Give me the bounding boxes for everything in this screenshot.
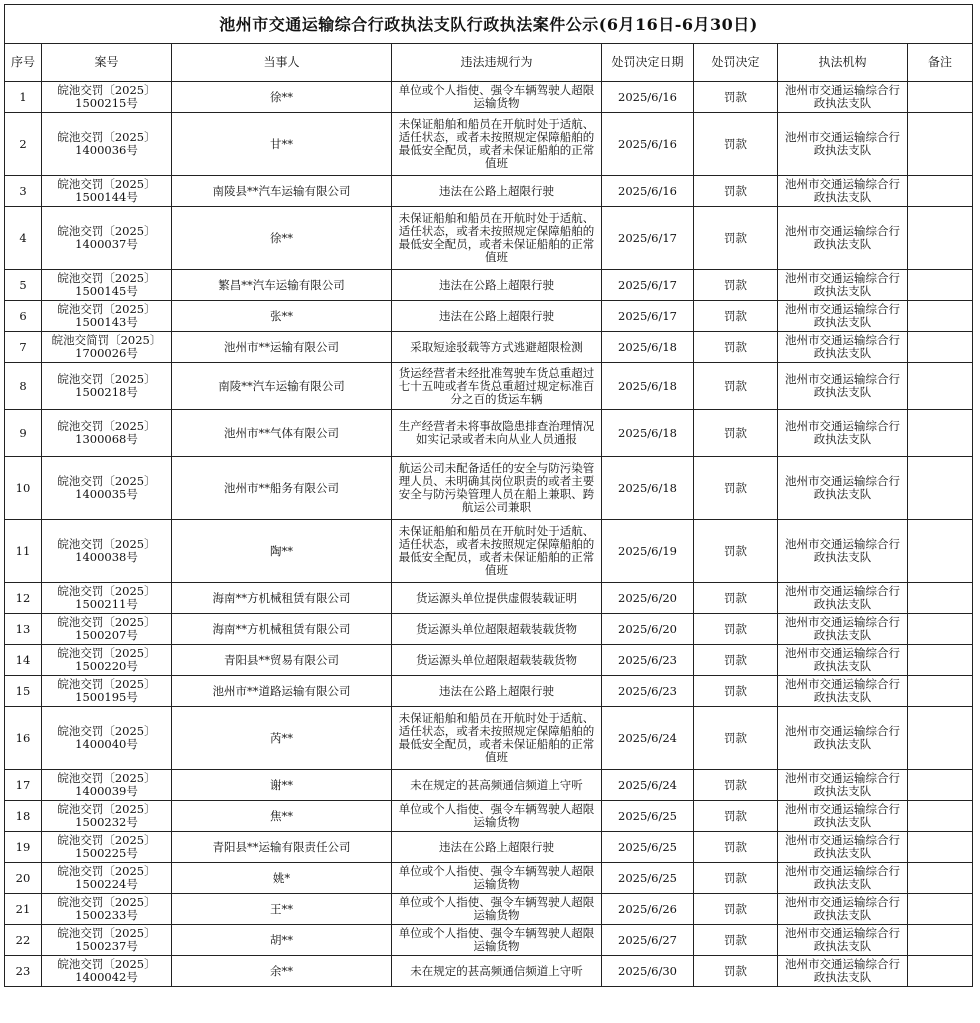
violation-text: 未保证船舶和船员在开航时处于适航、适任状态，或者未按照规定保障船舶的最低安全配员，或者未保证船舶的正常值班	[392, 207, 602, 270]
case-number: 皖池交罚〔2025〕1500237号	[42, 925, 172, 956]
row-number: 6	[5, 301, 42, 332]
note-text	[908, 614, 973, 645]
note-text	[908, 332, 973, 363]
agency-name: 池州市交通运输综合行政执法支队	[778, 925, 908, 956]
case-number: 皖池交罚〔2025〕1500220号	[42, 645, 172, 676]
table-row	[5, 801, 973, 832]
violation-text: 单位或个人指使、强令车辆驾驶人超限运输货物	[392, 801, 602, 832]
table-row	[5, 863, 973, 894]
decision-date: 2025/6/18	[602, 410, 694, 457]
note-text	[908, 956, 973, 987]
agency-name: 池州市交通运输综合行政执法支队	[778, 770, 908, 801]
agency-name: 池州市交通运输综合行政执法支队	[778, 176, 908, 207]
note-text	[908, 457, 973, 520]
party-name: 繁昌**汽车运输有限公司	[172, 270, 392, 301]
row-number: 8	[5, 363, 42, 410]
decision-text: 罚款	[694, 176, 778, 207]
case-number: 皖池交罚〔2025〕1500195号	[42, 676, 172, 707]
note-text	[908, 832, 973, 863]
decision-text: 罚款	[694, 113, 778, 176]
case-number: 皖池交简罚〔2025〕1700026号	[42, 332, 172, 363]
decision-text: 罚款	[694, 863, 778, 894]
party-name: 徐**	[172, 207, 392, 270]
table-row	[5, 82, 973, 113]
violation-text: 违法在公路上超限行驶	[392, 301, 602, 332]
header-decision: 处罚决定	[694, 44, 778, 82]
case-number: 皖池交罚〔2025〕1500211号	[42, 583, 172, 614]
decision-date: 2025/6/24	[602, 707, 694, 770]
agency-name: 池州市交通运输综合行政执法支队	[778, 270, 908, 301]
row-number: 12	[5, 583, 42, 614]
decision-text: 罚款	[694, 583, 778, 614]
header-agency: 执法机构	[778, 44, 908, 82]
row-number: 3	[5, 176, 42, 207]
table-row	[5, 614, 973, 645]
decision-text: 罚款	[694, 363, 778, 410]
note-text	[908, 894, 973, 925]
violation-text: 单位或个人指使、强令车辆驾驶人超限运输货物	[392, 894, 602, 925]
row-number: 2	[5, 113, 42, 176]
decision-text: 罚款	[694, 770, 778, 801]
note-text	[908, 801, 973, 832]
note-text	[908, 301, 973, 332]
case-number: 皖池交罚〔2025〕1500215号	[42, 82, 172, 113]
agency-name: 池州市交通运输综合行政执法支队	[778, 410, 908, 457]
case-number: 皖池交罚〔2025〕1500218号	[42, 363, 172, 410]
decision-date: 2025/6/16	[602, 113, 694, 176]
agency-name: 池州市交通运输综合行政执法支队	[778, 583, 908, 614]
header-no: 序号	[5, 44, 42, 82]
decision-text: 罚款	[694, 410, 778, 457]
row-number: 15	[5, 676, 42, 707]
row-number: 19	[5, 832, 42, 863]
party-name: 王**	[172, 894, 392, 925]
violation-text: 货运源头单位提供虚假装载证明	[392, 583, 602, 614]
agency-name: 池州市交通运输综合行政执法支队	[778, 113, 908, 176]
party-name: 陶**	[172, 520, 392, 583]
case-publicity-sheet	[4, 4, 972, 987]
table-row	[5, 925, 973, 956]
party-name: 海南**方机械租赁有限公司	[172, 614, 392, 645]
decision-date: 2025/6/19	[602, 520, 694, 583]
note-text	[908, 863, 973, 894]
violation-text: 货运经营者未经批准驾驶车货总重超过七十五吨或者车货总重超过规定标准百分之百的货运车辆	[392, 363, 602, 410]
case-number: 皖池交罚〔2025〕1500143号	[42, 301, 172, 332]
case-number: 皖池交罚〔2025〕1400042号	[42, 956, 172, 987]
table-row	[5, 113, 973, 176]
decision-text: 罚款	[694, 332, 778, 363]
decision-date: 2025/6/25	[602, 863, 694, 894]
violation-text: 单位或个人指使、强令车辆驾驶人超限运输货物	[392, 925, 602, 956]
table-row	[5, 583, 973, 614]
decision-date: 2025/6/17	[602, 270, 694, 301]
party-name: 青阳县**贸易有限公司	[172, 645, 392, 676]
case-number: 皖池交罚〔2025〕1500232号	[42, 801, 172, 832]
row-number: 11	[5, 520, 42, 583]
row-number: 13	[5, 614, 42, 645]
decision-text: 罚款	[694, 676, 778, 707]
header-case-number: 案号	[42, 44, 172, 82]
agency-name: 池州市交通运输综合行政执法支队	[778, 207, 908, 270]
row-number: 4	[5, 207, 42, 270]
violation-text: 未保证船舶和船员在开航时处于适航、适任状态，或者未按照规定保障船舶的最低安全配员，或者未保证船舶的正常值班	[392, 707, 602, 770]
table-row	[5, 301, 973, 332]
agency-name: 池州市交通运输综合行政执法支队	[778, 332, 908, 363]
decision-text: 罚款	[694, 832, 778, 863]
decision-text: 罚款	[694, 270, 778, 301]
decision-date: 2025/6/16	[602, 82, 694, 113]
violation-text: 未保证船舶和船员在开航时处于适航、适任状态，或者未按照规定保障船舶的最低安全配员，或者未保证船舶的正常值班	[392, 520, 602, 583]
row-number: 22	[5, 925, 42, 956]
decision-date: 2025/6/24	[602, 770, 694, 801]
case-number: 皖池交罚〔2025〕1400039号	[42, 770, 172, 801]
table-row	[5, 332, 973, 363]
table-row	[5, 676, 973, 707]
header-violation: 违法违规行为	[392, 44, 602, 82]
decision-text: 罚款	[694, 894, 778, 925]
case-number: 皖池交罚〔2025〕1400040号	[42, 707, 172, 770]
decision-text: 罚款	[694, 645, 778, 676]
table-row	[5, 410, 973, 457]
note-text	[908, 207, 973, 270]
case-number: 皖池交罚〔2025〕1300068号	[42, 410, 172, 457]
decision-date: 2025/6/17	[602, 207, 694, 270]
agency-name: 池州市交通运输综合行政执法支队	[778, 457, 908, 520]
agency-name: 池州市交通运输综合行政执法支队	[778, 82, 908, 113]
row-number: 18	[5, 801, 42, 832]
decision-date: 2025/6/16	[602, 176, 694, 207]
agency-name: 池州市交通运输综合行政执法支队	[778, 801, 908, 832]
row-number: 21	[5, 894, 42, 925]
table-row	[5, 956, 973, 987]
decision-date: 2025/6/20	[602, 583, 694, 614]
violation-text: 航运公司未配备适任的安全与防污染管理人员、未明确其岗位职责的或者主要安全与防污染管理人员在船上兼职、跨航运公司兼职	[392, 457, 602, 520]
row-number: 1	[5, 82, 42, 113]
case-number: 皖池交罚〔2025〕1400037号	[42, 207, 172, 270]
header-party: 当事人	[172, 44, 392, 82]
table-row	[5, 270, 973, 301]
row-number: 20	[5, 863, 42, 894]
violation-text: 未在规定的甚高频通信频道上守听	[392, 770, 602, 801]
party-name: 姚*	[172, 863, 392, 894]
table-body	[5, 82, 973, 987]
decision-text: 罚款	[694, 614, 778, 645]
decision-text: 罚款	[694, 956, 778, 987]
violation-text: 单位或个人指使、强令车辆驾驶人超限运输货物	[392, 863, 602, 894]
decision-date: 2025/6/27	[602, 925, 694, 956]
party-name: 焦**	[172, 801, 392, 832]
case-number: 皖池交罚〔2025〕1500233号	[42, 894, 172, 925]
decision-date: 2025/6/17	[602, 301, 694, 332]
party-name: 芮**	[172, 707, 392, 770]
decision-date: 2025/6/18	[602, 363, 694, 410]
header-row	[5, 44, 973, 82]
note-text	[908, 925, 973, 956]
case-table	[4, 4, 973, 987]
note-text	[908, 676, 973, 707]
note-text	[908, 645, 973, 676]
decision-text: 罚款	[694, 82, 778, 113]
row-number: 9	[5, 410, 42, 457]
row-number: 23	[5, 956, 42, 987]
case-number: 皖池交罚〔2025〕1400038号	[42, 520, 172, 583]
decision-text: 罚款	[694, 207, 778, 270]
party-name: 池州市**运输有限公司	[172, 332, 392, 363]
note-text	[908, 176, 973, 207]
decision-text: 罚款	[694, 457, 778, 520]
violation-text: 未保证船舶和船员在开航时处于适航、适任状态，或者未按照规定保障船舶的最低安全配员，或者未保证船舶的正常值班	[392, 113, 602, 176]
decision-date: 2025/6/23	[602, 676, 694, 707]
violation-text: 货运源头单位超限超载装载货物	[392, 614, 602, 645]
party-name: 海南**方机械租赁有限公司	[172, 583, 392, 614]
table-row	[5, 363, 973, 410]
agency-name: 池州市交通运输综合行政执法支队	[778, 614, 908, 645]
agency-name: 池州市交通运输综合行政执法支队	[778, 301, 908, 332]
party-name: 池州市**气体有限公司	[172, 410, 392, 457]
table-row	[5, 520, 973, 583]
agency-name: 池州市交通运输综合行政执法支队	[778, 707, 908, 770]
case-number: 皖池交罚〔2025〕1500225号	[42, 832, 172, 863]
row-number: 7	[5, 332, 42, 363]
case-number: 皖池交罚〔2025〕1400036号	[42, 113, 172, 176]
decision-date: 2025/6/25	[602, 832, 694, 863]
row-number: 10	[5, 457, 42, 520]
violation-text: 未在规定的甚高频通信频道上守听	[392, 956, 602, 987]
header-note: 备注	[908, 44, 973, 82]
decision-date: 2025/6/18	[602, 457, 694, 520]
party-name: 池州市**道路运输有限公司	[172, 676, 392, 707]
agency-name: 池州市交通运输综合行政执法支队	[778, 894, 908, 925]
violation-text: 违法在公路上超限行驶	[392, 176, 602, 207]
decision-text: 罚款	[694, 301, 778, 332]
case-number: 皖池交罚〔2025〕1500224号	[42, 863, 172, 894]
agency-name: 池州市交通运输综合行政执法支队	[778, 863, 908, 894]
note-text	[908, 583, 973, 614]
party-name: 胡**	[172, 925, 392, 956]
table-row	[5, 832, 973, 863]
table-row	[5, 894, 973, 925]
decision-date: 2025/6/26	[602, 894, 694, 925]
case-number: 皖池交罚〔2025〕1400035号	[42, 457, 172, 520]
note-text	[908, 363, 973, 410]
party-name: 南陵**汽车运输有限公司	[172, 363, 392, 410]
case-number: 皖池交罚〔2025〕1500207号	[42, 614, 172, 645]
decision-text: 罚款	[694, 520, 778, 583]
violation-text: 生产经营者未将事故隐患排查治理情况如实记录或者未向从业人员通报	[392, 410, 602, 457]
party-name: 余**	[172, 956, 392, 987]
note-text	[908, 707, 973, 770]
decision-text: 罚款	[694, 707, 778, 770]
note-text	[908, 410, 973, 457]
row-number: 16	[5, 707, 42, 770]
decision-date: 2025/6/18	[602, 332, 694, 363]
note-text	[908, 82, 973, 113]
decision-date: 2025/6/20	[602, 614, 694, 645]
table-row	[5, 176, 973, 207]
party-name: 徐**	[172, 82, 392, 113]
agency-name: 池州市交通运输综合行政执法支队	[778, 676, 908, 707]
row-number: 14	[5, 645, 42, 676]
decision-text: 罚款	[694, 925, 778, 956]
party-name: 甘**	[172, 113, 392, 176]
note-text	[908, 770, 973, 801]
table-title: 池州市交通运输综合行政执法支队行政执法案件公示(6月16日-6月30日)	[5, 5, 973, 44]
party-name: 张**	[172, 301, 392, 332]
table-row	[5, 207, 973, 270]
case-number: 皖池交罚〔2025〕1500145号	[42, 270, 172, 301]
agency-name: 池州市交通运输综合行政执法支队	[778, 363, 908, 410]
decision-text: 罚款	[694, 801, 778, 832]
agency-name: 池州市交通运输综合行政执法支队	[778, 956, 908, 987]
violation-text: 违法在公路上超限行驶	[392, 832, 602, 863]
party-name: 池州市**船务有限公司	[172, 457, 392, 520]
table-row	[5, 457, 973, 520]
party-name: 青阳县**运输有限责任公司	[172, 832, 392, 863]
row-number: 5	[5, 270, 42, 301]
note-text	[908, 520, 973, 583]
table-row	[5, 645, 973, 676]
case-number: 皖池交罚〔2025〕1500144号	[42, 176, 172, 207]
agency-name: 池州市交通运输综合行政执法支队	[778, 832, 908, 863]
agency-name: 池州市交通运输综合行政执法支队	[778, 520, 908, 583]
table-row	[5, 770, 973, 801]
decision-date: 2025/6/25	[602, 801, 694, 832]
table-row	[5, 707, 973, 770]
note-text	[908, 270, 973, 301]
row-number: 17	[5, 770, 42, 801]
decision-date: 2025/6/23	[602, 645, 694, 676]
violation-text: 货运源头单位超限超载装载货物	[392, 645, 602, 676]
violation-text: 采取短途驳载等方式逃避超限检测	[392, 332, 602, 363]
violation-text: 单位或个人指使、强令车辆驾驶人超限运输货物	[392, 82, 602, 113]
agency-name: 池州市交通运输综合行政执法支队	[778, 645, 908, 676]
violation-text: 违法在公路上超限行驶	[392, 270, 602, 301]
violation-text: 违法在公路上超限行驶	[392, 676, 602, 707]
note-text	[908, 113, 973, 176]
decision-date: 2025/6/30	[602, 956, 694, 987]
party-name: 南陵县**汽车运输有限公司	[172, 176, 392, 207]
header-decision-date: 处罚决定日期	[602, 44, 694, 82]
party-name: 谢**	[172, 770, 392, 801]
